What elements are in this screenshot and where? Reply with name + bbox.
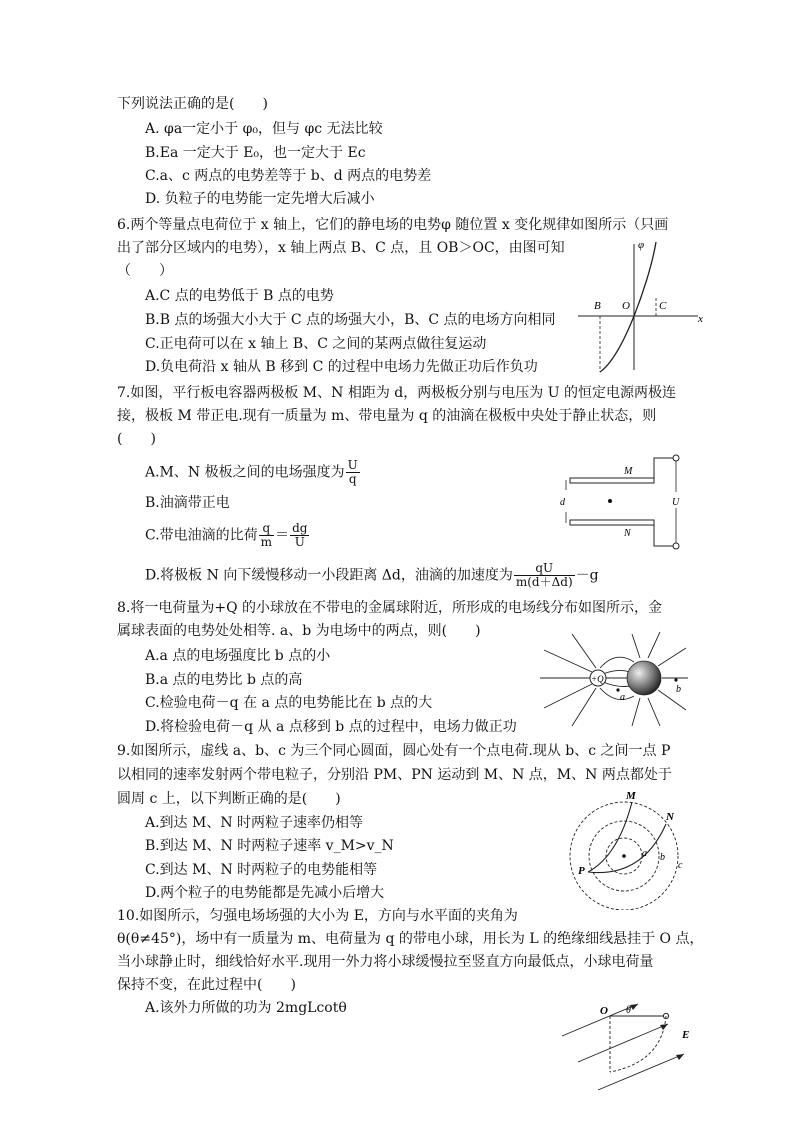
q7-wire-top [654,458,674,480]
q6-option-d: D.负电荷沿 x 轴从 B 移到 C 的过程中电场力先做正功后作负功 [145,359,538,375]
q6-o-label: O [622,300,630,312]
q9-c-label: c [678,860,683,871]
q9-option-b: B.到达 M、N 时两粒子速率 v_M>v_N [145,838,394,854]
q6-option-c: C.正电荷可以在 x 轴上 B、C 之间的某两点做往复运动 [145,336,487,352]
q10-uniform-field-figure [558,1000,698,1100]
q10-dashed-arc [610,1016,666,1072]
q7-paren: ( ) [117,431,156,447]
q7-option-c-fraction1 [259,522,274,549]
q7-option-d-fraction [514,562,575,589]
q7-u-label: U [672,497,680,508]
q8-metal-ball [627,661,661,695]
q8-b-label: b [676,684,681,695]
q9-stem-line1: 9.如图所示，虚线 a、b、c 为三个同心圆面，圆心处有一个点电荷.现从 b、c 之间一点 P [117,743,671,759]
q5-stem: 下列说法正确的是( ) [117,96,268,112]
q10-stem-line2: θ(θ≠45°)，场中有一质量为 m、电荷量为 q 的带电小球，用长为 L 的绝缘细线悬挂于 O 点， [117,931,704,947]
q8-q-label: +Q [591,674,604,684]
q5-option-c: C.a、c 两点的电势差等于 b、d 两点的电势差 [145,168,432,184]
q6-phi-label: φ [638,239,645,251]
q8-point-b [674,678,677,681]
q8-option-b: B.a 点的电势比 b 点的高 [145,672,303,688]
q10-option-a: A.该外力所做的功为 2mgLcotθ [145,1000,347,1016]
q8-stem-line2: 属球表面的电势处处相等. a、b 为电场中的两点，则( ) [117,623,481,639]
q7-option-d-denominator: m(d＋Δd) [515,575,573,589]
q7-option-d [145,562,599,589]
q6-stem-line1: 6.两个等量点电荷位于 x 轴上，它们的静电场的电势φ 随位置 x 变化规律如图所示（只画 [117,217,669,233]
q7-option-a [145,459,361,486]
q10-arrow3 [676,1054,684,1060]
q7-option-b: B.油滴带正电 [145,495,230,511]
q9-stem-line2: 以相同的速率发射两个带电粒子，分别沿 PM、PN 运动到 M、N 点，M、N 两点都处于 [117,767,672,783]
q8-field-line-figure [536,630,692,730]
q6-stem-line2: 出了部分区域内的电势），x 轴上两点 B、C 点，且 OB＞OC，由图可知 [117,240,565,256]
q7-option-c-den2: U [294,535,305,549]
q9-n-label: N [666,811,674,823]
q7-option-c-fraction2 [290,522,309,549]
q9-a-label: a [642,848,647,859]
q7-capacitor-figure [550,450,690,555]
q7-option-c-num2: dg [292,521,308,535]
q6-x-label: x [698,313,703,325]
q6-potential-figure [574,236,714,376]
q7-option-a-denominator: q [348,472,357,486]
q8-field-lines [540,632,688,726]
q8-option-d: D.将检验电荷－q 从 a 点移到 b 点的过程中，电场力做正功 [145,719,517,735]
q7-wire-bottom [654,523,674,546]
q7-m-label: M [624,466,633,477]
q7-terminal-top [673,455,679,461]
q7-plate-n [570,520,654,525]
q7-option-a-numerator: U [347,458,358,472]
q7-option-c-den1: m [260,535,273,549]
q7-stem-line2: 接，极板 M 带正电.现有一质量为 m、带电量为 q 的油滴在极板中央处于静止状态，则 [117,408,657,424]
q7-option-d-numerator: qU [514,562,575,576]
q8-stem-line1: 8.将一电荷量为+Q 的小球放在不带电的金属球附近，所形成的电场线分布如图所示，金 [117,600,663,616]
q7-option-c-num1: q [259,522,274,536]
q7-option-d-text: D.将极板 N 向下缓慢移动一小段距离 Δd，油滴的加速度为 [145,567,513,584]
q7-option-c-text: C.带电油滴的比荷 [145,527,258,544]
q8-a-label: a [620,692,625,703]
q9-p-label: P [578,865,585,877]
q9-b-label: b [660,852,665,863]
q7-oil-drop [608,499,612,503]
q6-paren: （ ） [117,263,173,279]
q10-o-label: O [600,1005,608,1017]
q9-center-charge [622,854,626,858]
q10-arrow1 [630,1004,638,1010]
q7-option-c-equals: ＝ [275,527,290,544]
q8-option-c: C.检验电荷－q 在 a 点的电势能比在 b 点的大 [145,695,433,711]
q10-theta-label: θ [626,1005,631,1016]
q7-option-a-text: A.M、N 极板之间的电场强度为 [145,464,345,481]
q7-n-label: N [624,528,631,539]
q10-e-label: E [682,1029,690,1041]
q7-option-d-tail: －g [575,567,599,584]
q9-path-pm [588,802,632,872]
q7-option-c [145,522,310,549]
q8-option-a: A.a 点的电场强度比 b 点的小 [145,648,331,664]
q6-b-label: B [594,300,601,312]
q7-d-label: d [560,497,565,508]
q9-option-a: A.到达 M、N 时两粒子速率仍相等 [145,815,364,831]
q9-concentric-circles-figure [566,786,690,910]
q7-stem-line1: 7.如图，平行板电容器两极板 M、N 相距为 d，两极板分别与电压为 U 的恒定电源两极连 [117,385,676,401]
q9-option-d: D.两个粒子的电势能都是先减小后增大 [145,885,385,901]
q7-option-a-fraction [346,459,360,486]
q10-stem-line4: 保持不变，在此过程中( ) [117,977,296,993]
q5-option-d: D. 负粒子的电势能一定先增大后减小 [145,191,375,207]
q5-option-a: A. φa一定小于 φ₀，但与 φc 无法比较 [145,121,383,137]
q6-option-a: A.C 点的电势低于 B 点的电势 [145,288,334,304]
q5-option-b: B.Ea 一定大于 E₀，也一定大于 Ec [145,145,366,161]
q10-stem-line1: 10.如图所示，匀强电场场强的大小为 E，方向与水平面的夹角为 [117,908,518,924]
q10-stem-line3: 当小球静止时，细线恰好水平.现用一外力将小球缓慢拉至竖直方向最低点，小球电荷量 [117,954,654,970]
q7-terminal-bottom [673,543,679,549]
q9-m-label: M [626,790,636,802]
q9-option-c: C.到达 M、N 时两粒子的电势能相等 [145,862,378,878]
q6-c-label: C [659,300,667,312]
q9-stem-line3: 圆周 c 上，以下判断正确的是( ) [117,791,341,807]
q6-option-b: B.B 点的场强大小大于 C 点的场强大小，B、C 点的电场方向相同 [145,312,556,328]
q7-plate-m [570,478,654,483]
